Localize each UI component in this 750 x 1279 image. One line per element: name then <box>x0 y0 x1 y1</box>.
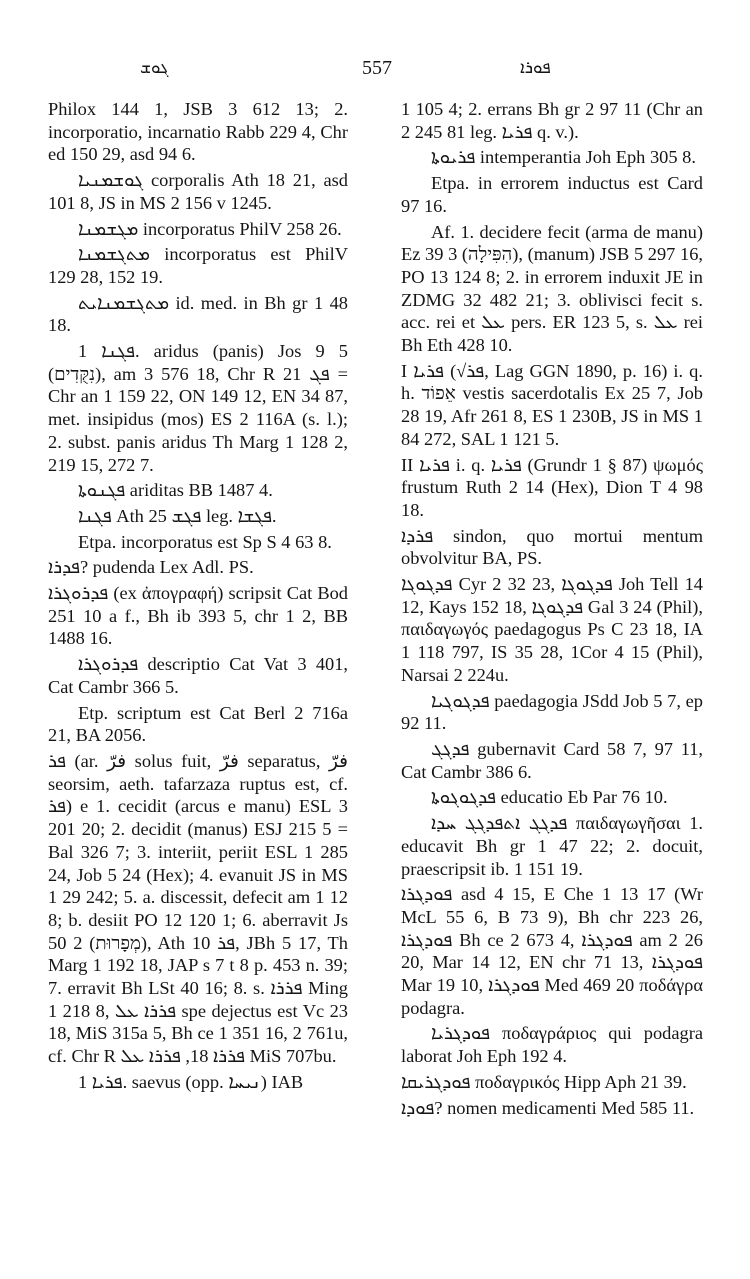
dictionary-entry: 1 105 4; 2. errans Bh gr 2 97 11 (Chr an 2 245 81 leg. ܦܪܝܐ q. v.). <box>401 99 703 142</box>
dictionary-entry: ܦܘܕܓܪܝܩܐ ποδαγρικός Hipp Aph 21 39. <box>401 1071 687 1092</box>
running-head-left: ܓܘܫ <box>140 58 169 78</box>
dictionary-entry: ܦܕܓܘܓܘܬܐ educatio Eb Par 76 10. <box>431 787 668 808</box>
dictionary-entry: ܦܪܝܘܬܐ intemperantia Joh Eph 305 8. <box>431 147 696 168</box>
dictionary-entry: ܦܕܓܓ ܐܬܦܕܓܓ ܚܕܐ παιδαγωγῆσαι 1. educavit Bh gr 1 47 22; 2. docuit, praescripsit ib. 1 151 19. <box>401 813 703 879</box>
dictionary-entry: ܦܪܝܐ 1. saevus (opp. ܢܝܚܐ) IAB <box>78 1071 304 1092</box>
running-head-right: ܦܘܪܐ <box>520 58 551 78</box>
dictionary-entry: II ܦܪܝܐ i. q. ܦܪܝܐ (Grundr 1 § 87) ψωμός frustum Ruth 2 14 (Hex), Dion T 4 98 18. <box>401 454 703 520</box>
dictionary-entry: ܦܘܕܓܪܐ asd 4 15, E Che 1 13 17 (Wr McL 55 6, B 73 9), Bh chr 223 26, ܦܘܕܓܪܐ Bh ce 2 673 4, ܦܘܕܓܪܐ am 2 26 20, Mar 14 12, EN chr 71 13, ܦܘܕܓܪܐ Mar 19 10, ܦܘܕܓܪܐ Med 469 20 ποδάγρα podagra. <box>401 884 703 1018</box>
dictionary-entry: ܦܕܓܘܓܐ Cyr 2 32 23, ܦܕܓܘܓܐ Joh Tell 14 12, Kays 152 18, ܦܕܓܘܓܐ Gal 3 24 (Phil), παιδαγωγός paedagogus Ps C 23 18, IA 1 118 797, IS 35 28, 1Cor 4 15 (Phil), Narsai 2 224u. <box>401 574 703 685</box>
right-column <box>401 98 703 1119</box>
dictionary-entry: ܡܬܓܫܡܢܐ incorporatus est PhilV 129 28, 152 19. <box>48 244 348 287</box>
dictionary-entry: Af. 1. decidere fecit (arma de manu) Ez 39 3 (הִפִּילָה), (manum) JSB 5 297 16, PO 13 124 8; 2. in errorem induxit JE in ZDMG 32 482 21; 3. oblivisci fecit s. acc. rei et ܥܠ pers. ER 123 5, s. ܥܠ rei Bh Eth 428 10. <box>401 221 703 356</box>
dictionary-entry: ܦܕܪܘܓܪܐ descriptio Cat Vat 3 401, Cat Cambr 366 5. <box>48 654 348 697</box>
left-column <box>48 98 348 1094</box>
dictionary-entry: ܦܕܪܐ? pudenda Lex Adl. PS. <box>48 557 254 578</box>
dictionary-entry: Philox 144 1, JSB 3 612 13; 2. incorporatio, incarnatio Rabb 229 4, Chr ed 150 29, asd 94 6. <box>48 99 348 165</box>
dictionary-entry: ܡܓܫܡܢܐ incorporatus PhilV 258 26. <box>78 218 342 239</box>
dictionary-entry: ܦܘܕܐ? nomen medicamenti Med 585 11. <box>401 1097 695 1118</box>
dictionary-entry: Etpa. in errorem inductus est Card 97 16. <box>401 173 703 216</box>
dictionary-entry: Etp. scriptum est Cat Berl 2 716a 21, BA 2056. <box>48 702 348 746</box>
dictionary-entry: ܦܕܓܓ gubernavit Card 58 7, 97 11, Cat Cambr 386 6. <box>401 738 703 782</box>
dictionary-entry: ܦܪ (ar. فرّ solus fuit, فرّ separatus, فرّ seorsim, aeth. tafarzaza ruptus est, cf. ܦܪ) e 1. cecidit (arcus e manu) ESL 3 201 20; 2. decidit (manus) ESJ 215 5 = Bal 326 7; 3. interiit, periit ESL 1 285 24, Job 5 24 (Hex); 4. evanuit JS in MS 1 29 242; 5. a. discessit, defecit am 1 12 8; b. desiit PO 12 120 1; 6. aberravit Js 50 2 (מְפָרוּת), Ath ܦܪ 10, JBh 5 17, Th Marg 1 192 18, JAP s 7 t 8 p. 453 n. 39; 7. erravit Bh LSt 40 16; 8. s. ܦܪܪܐ Ming 1 218 8, ܦܪܪܐ ܥܠ spe dejectus est Vc 23 18, MiS 315a 5, Bh ce 1 351 16, 2 761u, cf. Chr R ܦܪܪܐ 18, ܦܪܪܐ ܥܠ MiS 707bu. <box>48 750 348 1067</box>
dictionary-entry: ܡܬܓܫܡܢܐܝܬ id. med. in Bh gr 1 48 18. <box>48 292 348 336</box>
dictionary-entry: I ܦܪܝܐ (√ܦܪ, Lag GGN 1890, p. 16) i. q. h. אֵפוֹד vestis sacerdotalis Ex 25 7, Job 28 19, Afr 261 8, ES 1 230B, JS in MS 1 84 272, SAL 1 121 5. <box>401 360 704 449</box>
dictionary-entry: ܓܘܫܡܢܝܐ corporalis Ath 18 21, asd 101 8, JS in MS 2 156 v 1245. <box>48 170 348 213</box>
dictionary-entry: ܦܪܕܐ sindon, quo mortui mentum obvolvitur BA, PS. <box>401 525 703 569</box>
page-number: 557 <box>362 57 392 79</box>
dictionary-entry: ܦܘܕܓܪܝܐ ποδαγράριος qui podagra laborat Joh Eph 192 4. <box>401 1023 703 1067</box>
dictionary-entry: ܦܕܪܘܓܪܐ (ex ἀπογραφή) scripsit Cat Bod 251 10 a f., Bh ib 393 5, chr 1 2, BB 1488 16. <box>48 583 348 649</box>
dictionary-entry: ܦܕܓܘܓܝܐ paedagogia JSdd Job 5 7, ep 92 11. <box>401 690 703 734</box>
dictionary-entry: Etpa. incorporatus est Sp S 4 63 8. <box>78 531 332 552</box>
dictionary-entry: ܦܓܢܐ 1. aridus (panis) Jos 9 5 (נִקֻּדִים), am 3 576 18, Chr R ܦܓ 21 = Chr an 1 159 22, ON 149 12, EN 34 87, met. insipidus (mos) ES 2 116A (s. l.); 2. subst. panis aridus Th Marg 1 128 2, 219 15, 272 7. <box>48 341 348 475</box>
dictionary-entry: ܦܓܢܘܬܐ ariditas BB 1487 4. <box>78 480 273 501</box>
dictionary-entry: ܦܓܢܐ Ath ܦܓܫ 25 leg. ܦܓܫܐ. <box>78 505 277 526</box>
